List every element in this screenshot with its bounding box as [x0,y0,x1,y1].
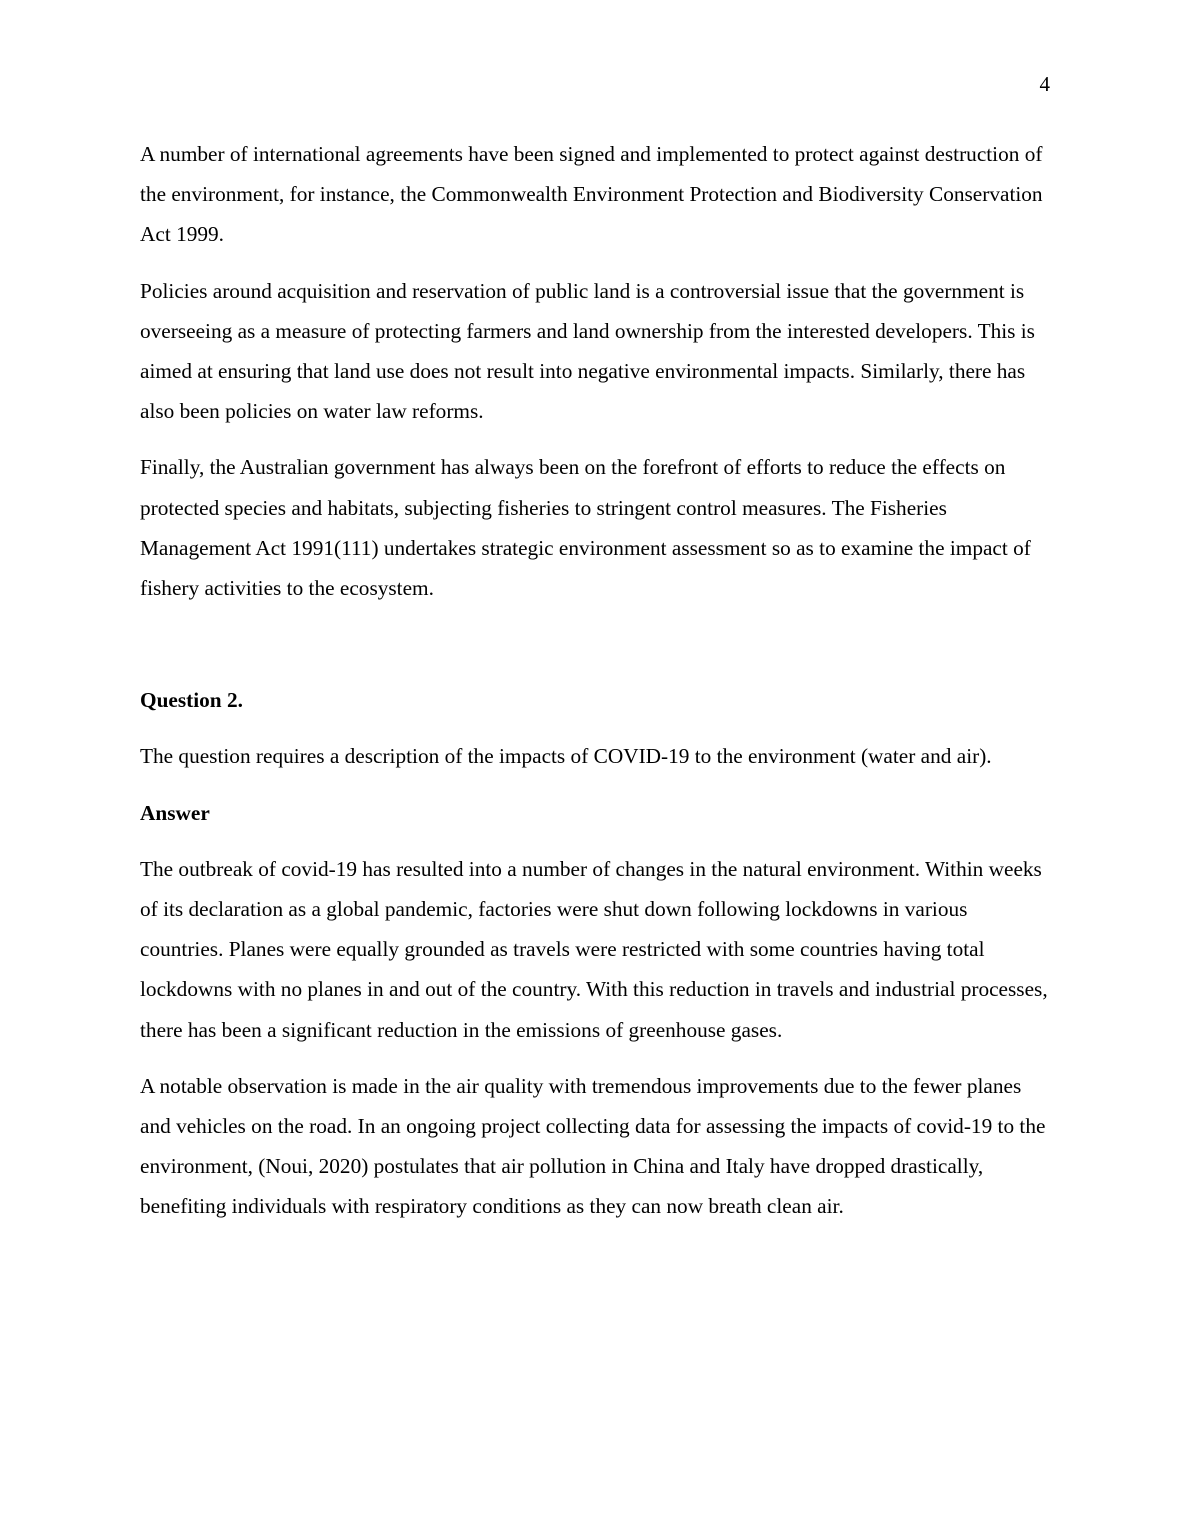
paragraph-fisheries: Finally, the Australian government has always been on the forefront of efforts to reduce the effects on protected species and habitats, subjecting fisheries to stringent control measures. The Fisheries Management Act 1991(111) undertakes strategic environment assessment so as to examine the impact of fishery activities to the ecosystem. [140,455,1031,601]
answer-paragraph-outbreak: The outbreak of covid-19 has resulted into a number of changes in the natural environment. Within weeks of its declaration as a global pandemic, factories were shut down following lockdowns in various countries. Planes were equally grounded as travels were restricted with some countries having total lockdowns with no planes in and out of the country. With this reduction in travels and industrial processes, there has been a significant reduction in the emissions of greenhouse gases. [140,856,1048,1042]
page-number: 4 [1039,72,1050,96]
paragraph-agreements: A number of international agreements have been signed and implemented to protect against destruction of the environment, for instance, the Commonwealth Environment Protection and Biodiversity Conservation Act 1999. [140,142,1043,247]
answer-paragraph-air-quality: A notable observation is made in the air quality with tremendous improvements due to the fewer planes and vehicles on the road. In an ongoing project collecting data for assessing the impacts of covid-19 to the environment, (Noui, 2020) postulates that air pollution in China and Italy have dropped drastically, benefiting individuals with respiratory conditions as they can now breath clean air. [140,1073,1046,1219]
question-text: The question requires a description of the impacts of COVID-19 to the environment (water and air). [140,744,992,769]
document-body [140,134,1052,1243]
paragraph-land-policies: Policies around acquisition and reservation of public land is a controversial issue that the government is overseeing as a measure of protecting farmers and land ownership from the interested developers. This is aimed at ensuring that land use does not result into negative environmental impacts. Similarly, there has also been policies on water law reforms. [140,278,1035,424]
section-spacer [140,624,1052,680]
question-heading: Question 2. [140,688,243,713]
answer-heading: Answer [140,800,210,825]
